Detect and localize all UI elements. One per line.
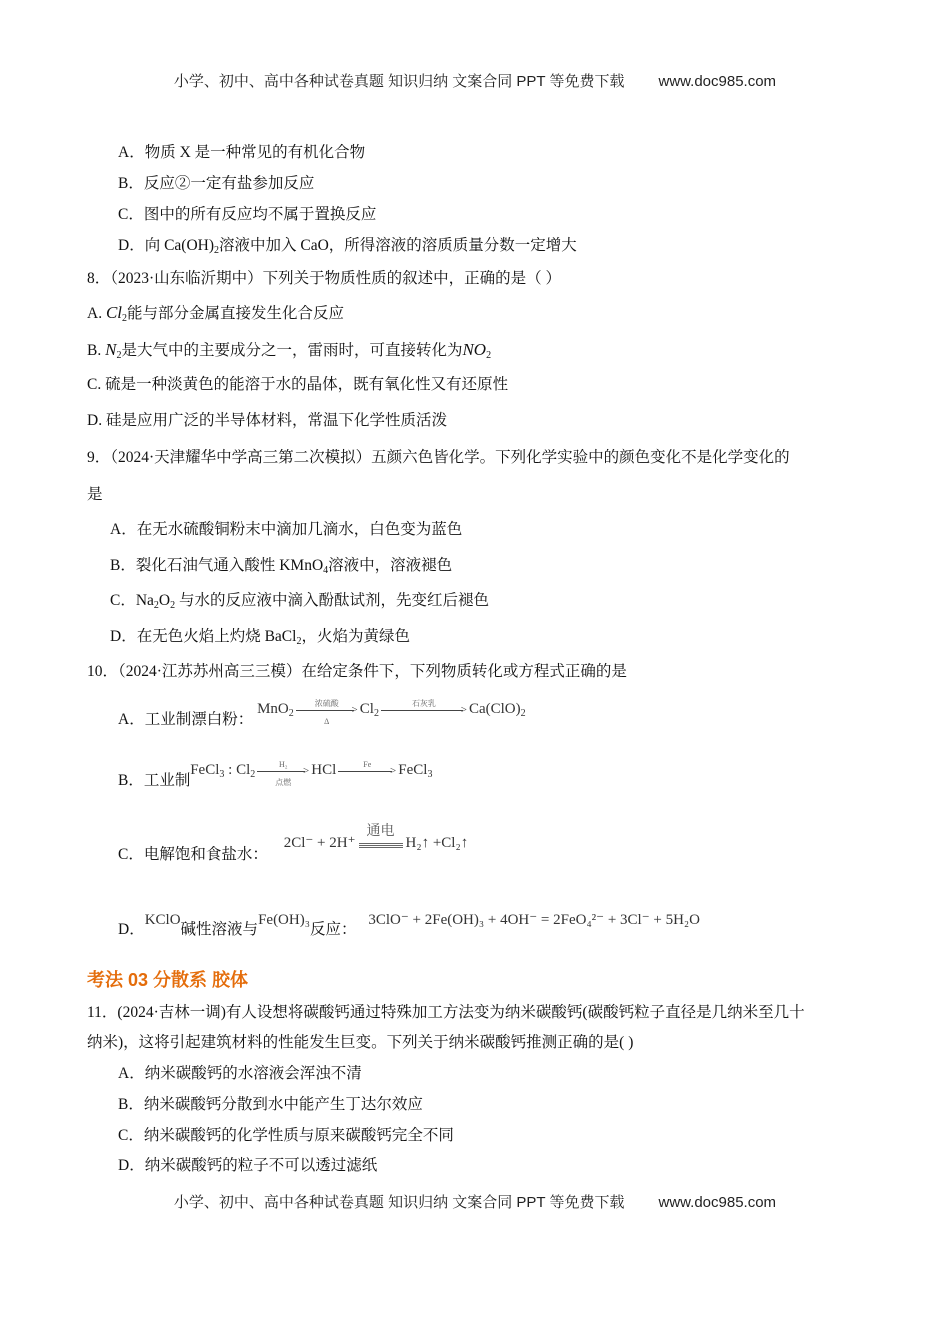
q7-option-c: C．图中的所有反应均不属于置换反应 (118, 206, 377, 223)
electrolysis-equals-icon: 通电 (359, 837, 403, 851)
reaction-arrow-icon: 石灰乳 > (381, 703, 467, 717)
q10-stem: 10．（2024·江苏苏州高三三模）在给定条件下，下列物质转化或方程式正确的是 (87, 663, 627, 680)
q9-option-d: D．在无色火焰上灼烧 BaCl$_2$，火焰为黄绿色 (110, 628, 410, 647)
q9-stem-line2: 是 (87, 486, 103, 503)
header-text: 小学、初中、高中各种试卷真题 知识归纳 文案合同 PPT 等免费下载 (173, 73, 625, 90)
q8-option-c: C. 硫是一种淡黄色的能溶于水的晶体，既有氧化性又有还原性 (87, 376, 509, 393)
page-footer (0, 1191, 950, 1212)
q11-option-c: C．纳米碳酸钙的化学性质与原来碳酸钙完全不同 (118, 1127, 454, 1144)
reaction-arrow-icon: 浓硫酸 > Δ (296, 703, 358, 717)
q9-stem-line1: 9．（2024·天津耀华中学高三第二次模拟）五颜六色皆化学。下列化学实验中的颜色变化不是化学变化的 (87, 449, 790, 466)
footer-text: 小学、初中、高中各种试卷真题 知识归纳 文案合同 PPT 等免费下载 (173, 1194, 625, 1211)
q8-option-b: B. $N_2$是大气中的主要成分之一，雷雨时，可直接转化为$NO_2$ (87, 340, 492, 361)
q7-option-d: D．向 $Ca(OH)_2$溶液中加入 CaO，所得溶液的溶质质量分数一定增大 (118, 237, 577, 256)
footer-url[interactable]: www.doc985.com (658, 1194, 777, 1211)
q10-c-equation: 2Cl⁻ + 2H⁺ 通电 H₂↑ +Cl₂↑ (283, 822, 469, 851)
q11-option-d: D．纳米碳酸钙的粒子不可以透过滤纸 (118, 1157, 378, 1174)
q7-option-a: A．物质 X 是一种常见的有机化合物 (118, 144, 366, 161)
q10-option-b: B．工业制 FeCl$_3$ : $Cl_2$ H₂ > 点燃 HCl Fe > FeCl$_3$ (118, 759, 433, 789)
q8-stem: 8．（2023·山东临沂期中）下列关于物质性质的叙述中，正确的是（ ） (87, 270, 562, 287)
q9-option-c: C．$Na_2O_2$ 与水的反应液中滴入酚酞试剂，先变红后褪色 (110, 592, 490, 611)
section-heading: 考法 03 分散系 胶体 (87, 970, 249, 990)
q7-option-b: B．反应②一定有盐参加反应 (118, 175, 315, 192)
q8-option-a: A. $Cl_2$能与部分金属直接发生化合反应 (87, 303, 345, 324)
q9-option-a: A．在无水硫酸铜粉末中滴加几滴水，白色变为蓝色 (110, 521, 463, 538)
q10-a-equation: MnO$_2$ 浓硫酸 > Δ $Cl_2$ 石灰乳 > $Ca(ClO)_2$ (257, 698, 526, 726)
q10-b-equation: FeCl$_3$ : $Cl_2$ H₂ > 点燃 HCl Fe > FeCl$_3$ (190, 759, 433, 787)
q10-d-equation: 3ClO⁻ + 2Fe(OH)₃ + 4OH⁻ = 2FeO₄²⁻ + 3Cl⁻ + 5H₂O (368, 912, 700, 928)
q8-option-d: D. 硅是应用广泛的半导体材料，常温下化学性质活泼 (87, 412, 447, 429)
reaction-arrow-icon: H₂ > 点燃 (257, 764, 309, 778)
page-header (0, 70, 950, 91)
q9-option-b: B．裂化石油气通入酸性 KMnO$_4$溶液中，溶液褪色 (110, 557, 453, 576)
q11-stem-line2: 纳米)，这将引起建筑材料的性能发生巨变。下列关于纳米碳酸钙推测正确的是( ) (87, 1034, 634, 1051)
q11-option-b: B．纳米碳酸钙分散到水中能产生丁达尔效应 (118, 1096, 423, 1113)
header-url[interactable]: www.doc985.com (658, 73, 777, 90)
q11-option-a: A．纳米碳酸钙的水溶液会浑浊不清 (118, 1065, 362, 1082)
q10-option-a: A．工业制漂白粉： MnO$_2$ 浓硫酸 > Δ $Cl_2$ 石灰乳 > $Ca(ClO)_2$ (118, 698, 526, 728)
reaction-arrow-icon: Fe > (338, 764, 396, 778)
q10-option-c: C．电解饱和食盐水： 2Cl⁻ + 2H⁺ 通电 H₂↑ +Cl₂↑ (118, 822, 469, 863)
q11-stem-line1: 11．(2024·吉林一调)有人设想将碳酸钙通过特殊加工方法变为纳米碳酸钙(碳酸钙粒子直径是几纳米至几十 (87, 1004, 805, 1021)
q10-option-d: D．KClO碱性溶液与Fe(OH)₃反应： 3ClO⁻ + 2Fe(OH)₃ + 4OH⁻ = 2FeO₄²⁻ + 3Cl⁻ + 5H₂O (118, 912, 700, 938)
